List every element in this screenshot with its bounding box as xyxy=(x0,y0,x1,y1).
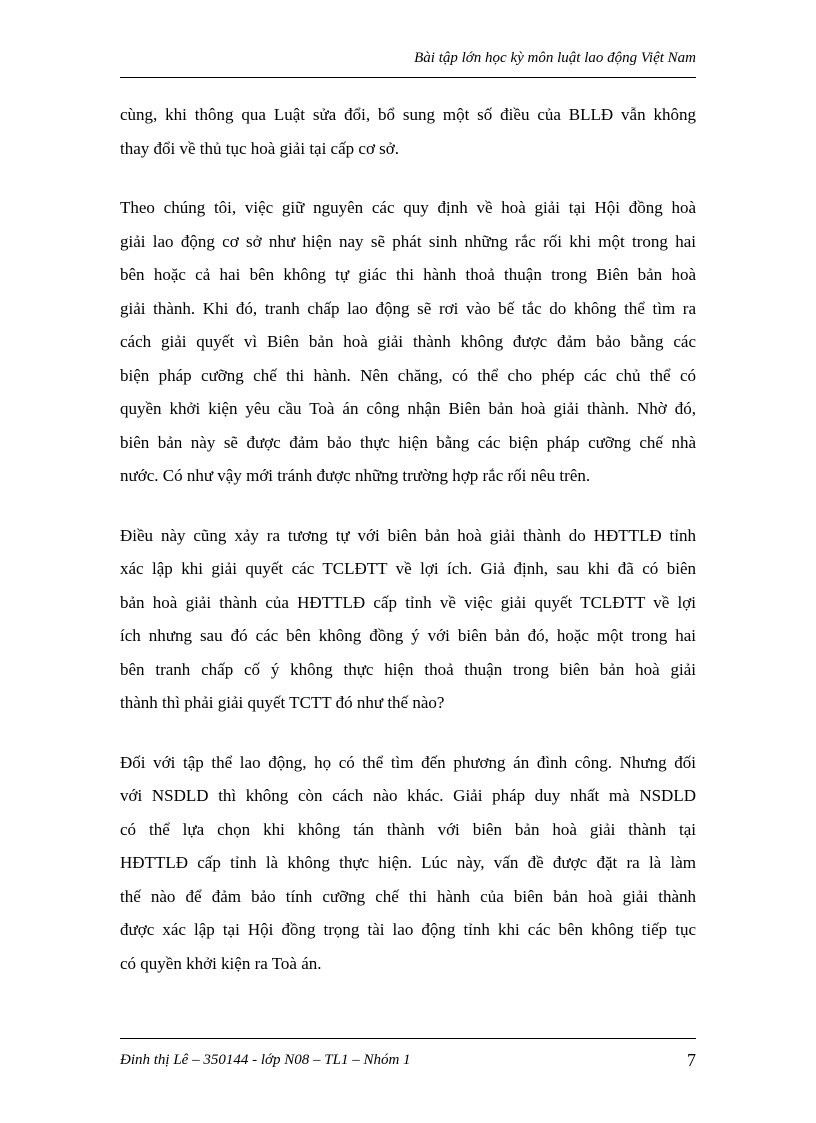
paragraph-line: Đối với tập thể lao động, họ có thể tìm đến phương án đình công. Nhưng đối xyxy=(120,752,696,772)
paragraph-line: quyền khởi kiện yêu cầu Toà án công nhận Biên bản hoà giải thành. Nhờ đó, xyxy=(120,399,696,418)
paragraph-line: nước. Có như vậy mới tránh được những trường hợp rắc rối nêu trên. xyxy=(120,466,591,485)
running-header: Bài tập lớn học kỳ môn luật lao động Việt Nam xyxy=(414,50,696,66)
paragraph-line: bên hoặc cả hai bên không tự giác thi hành thoả thuận trong Biên bản hoà xyxy=(120,265,696,284)
paragraph-line: HĐTTLĐ cấp tỉnh là không thực hiện. Lúc này, vấn đề được đặt ra là làm xyxy=(120,853,696,872)
paragraph-line: xác lập khi giải quyết các TCLĐTT về lợi ích. Giả định, sau khi đã có biên xyxy=(120,559,696,578)
paragraph-line: bên tranh chấp cố ý không thực hiện thoả thuận trong biên bản hoà giải xyxy=(120,659,696,679)
paragraph-line: Theo chúng tôi, việc giữ nguyên các quy định về hoà giải tại Hội đồng hoà xyxy=(120,198,696,217)
footer-author: Đinh thị Lê – 350144 - lớp N08 – TL1 – Nhóm 1 xyxy=(120,1052,411,1068)
paragraph-line: cùng, khi thông qua Luật sửa đổi, bổ sung một số điều của BLLĐ vẫn không xyxy=(120,105,696,124)
paragraph-line: ích nhưng sau đó các bên không đồng ý với biên bản đó, hoặc một trong hai xyxy=(120,626,696,645)
page-number: 7 xyxy=(687,1050,696,1070)
paragraph-line: có quyền khởi kiện ra Toà án. xyxy=(120,953,322,973)
paragraph-line: thay đổi về thủ tục hoà giải tại cấp cơ sở. xyxy=(120,138,400,158)
paragraph-line: cách giải quyết vì Biên bản hoà giải thành không được đảm bảo bằng các xyxy=(120,332,696,351)
paragraph-1 xyxy=(120,98,696,165)
paragraph-line: với NSDLD thì không còn cách nào khác. Giải pháp duy nhất mà NSDLD xyxy=(120,786,696,805)
header-divider xyxy=(120,77,696,78)
paragraph-line: được xác lập tại Hội đồng trọng tài lao động tỉnh khi các bên không tiếp tục xyxy=(120,920,696,939)
paragraph-4 xyxy=(120,746,696,981)
paragraph-2 xyxy=(120,191,696,493)
paragraph-line: giải thành. Khi đó, tranh chấp lao động sẽ rơi vào bế tắc do không thể tìm ra xyxy=(120,298,696,318)
paragraph-line: biện pháp cưỡng chế thi hành. Nên chăng, có thể cho phép các chủ thể có xyxy=(120,365,696,385)
body-text xyxy=(120,98,696,1006)
paragraph-3 xyxy=(120,519,696,720)
paragraph-line: thế nào để đảm bảo tính cưỡng chế thi hành của biên bản hoà giải thành xyxy=(120,886,696,906)
paragraph-line: có thể lựa chọn khi không tán thành với biên bản hoà giải thành tại xyxy=(120,819,696,839)
paragraph-line: thành thì phải giải quyết TCTT đó như thế nào? xyxy=(120,693,445,712)
paragraph-line: Điều này cũng xảy ra tương tự với biên bản hoà giải thành do HĐTTLĐ tỉnh xyxy=(120,525,696,545)
paragraph-line: biên bản này sẽ được đảm bảo thực hiện bằng các biện pháp cưỡng chế nhà xyxy=(120,432,696,452)
footer-divider xyxy=(120,1038,696,1039)
paragraph-line: giải lao động cơ sở như hiện nay sẽ phát sinh những rắc rối khi một trong hai xyxy=(120,231,696,251)
paragraph-line: bản hoà giải thành của HĐTTLĐ cấp tỉnh về việc giải quyết TCLĐTT về lợi xyxy=(120,592,696,612)
